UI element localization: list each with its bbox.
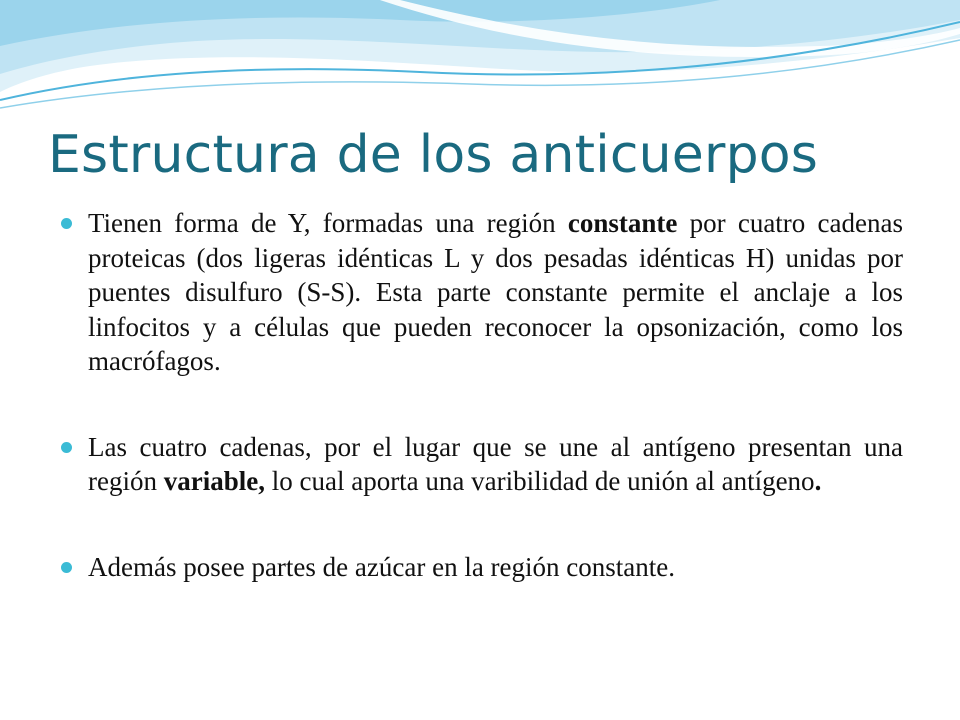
bullet-dot-icon — [61, 562, 72, 573]
bullet-item-variable-region — [60, 430, 903, 499]
bullet-text: lo cual aporta una varibilidad de unión al antígeno — [264, 466, 815, 496]
header-wave-decoration — [0, 0, 960, 120]
bullet-text: Tienen forma de Y, formadas una región — [88, 208, 568, 238]
bullet-text: Las cuatro cadenas, por el lugar que se une al antígeno presentan una región — [88, 431, 903, 496]
bullet-bold-term: constante — [567, 208, 678, 238]
slide-title: Estructura de los anticuerpos — [48, 125, 819, 185]
bullet-bold-period: . — [814, 466, 822, 496]
bullet-item-sugar — [60, 550, 903, 585]
bullet-dot-icon — [61, 442, 72, 453]
bullet-item-structure — [60, 206, 903, 379]
bullet-text: por cuatro cadenas proteicas (dos ligeras idénticas L y dos pesadas idénticas H) unidas por puentes disulfuro (S-S). Esta parte constante permite el anclaje a los linfocitos y a células que pueden reconocer la opsonización, como los macrófagos. — [88, 208, 903, 376]
bullet-text: Además posee partes de azúcar en la región constante. — [88, 551, 675, 582]
bullet-bold-term: variable, — [163, 466, 265, 496]
bullet-list — [60, 206, 903, 584]
bullet-dot-icon — [61, 218, 72, 229]
